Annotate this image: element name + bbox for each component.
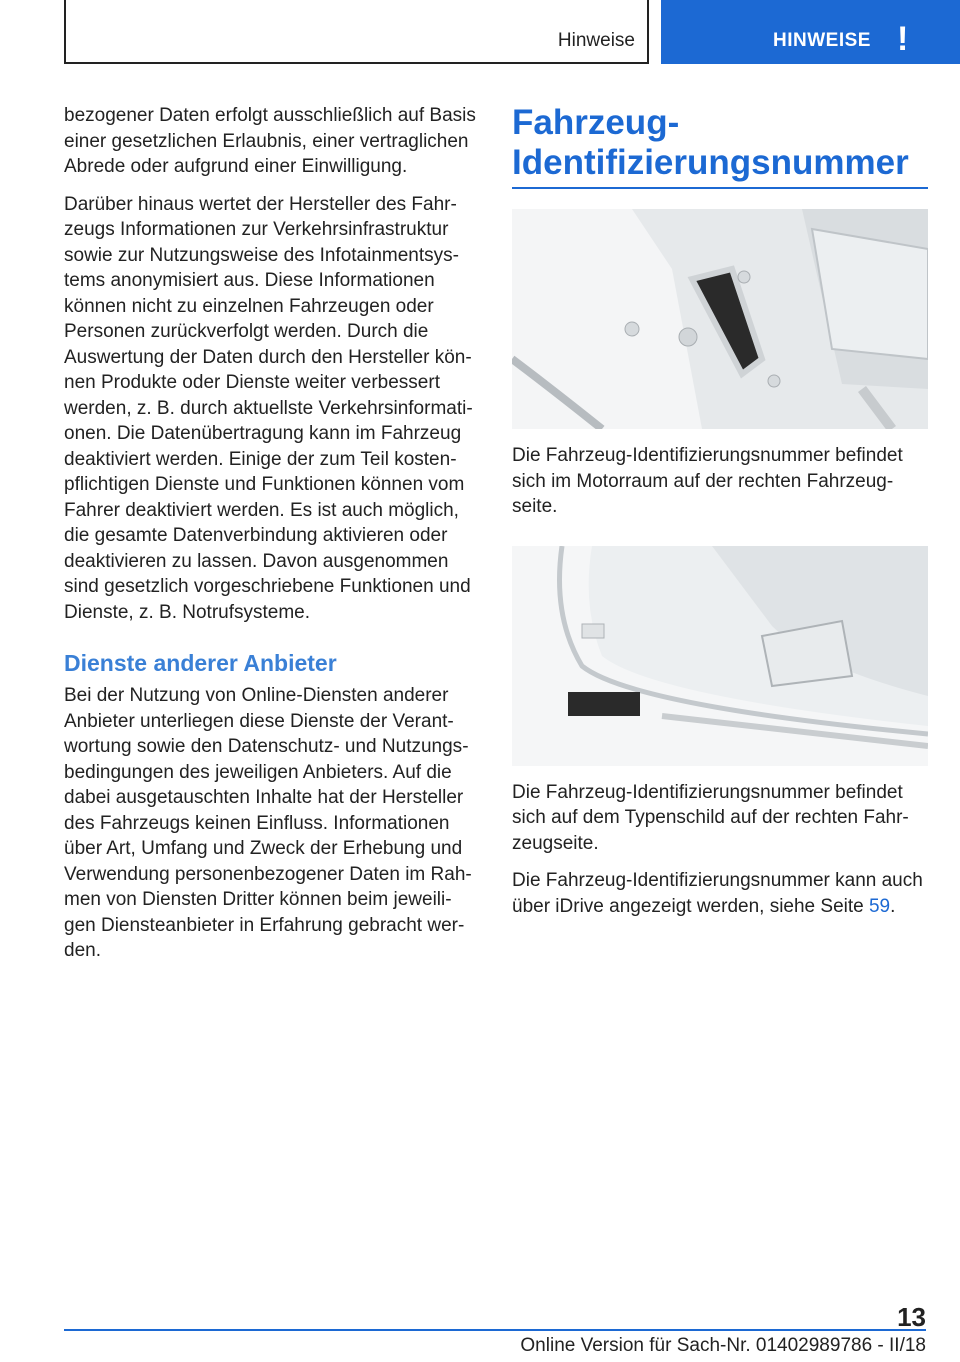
section-label: Hinweise — [557, 30, 635, 51]
left-column — [64, 103, 476, 976]
section-title: Fahrzeug- Identifizierungsnummer — [512, 103, 928, 189]
paragraph-idrive — [512, 868, 928, 919]
exclamation-icon: ! — [897, 20, 909, 58]
header-section-box — [64, 0, 649, 64]
heading-third-party-services: Dienste anderer Anbieter — [64, 650, 337, 676]
idrive-text: Die Fahrzeug-Identifizierungsnummer kann auch über iDrive angezeigt werden, siehe Seite — [512, 870, 923, 917]
page-number: 13 — [897, 1302, 926, 1332]
caption-type-plate: Die Fahrzeug-Identifizierungsnummer befindet sich auf dem Typenschild auf der rechten Fahrzeugseite. — [512, 781, 909, 854]
engine-bay-image — [512, 209, 928, 429]
paragraph-data-evaluation: Darüber hinaus wertet der Hersteller des Fahrzeugs Informationen zur Verkehrsinfrastruktur sowie zur Nutzungsweise des Infotainmentsystems anonymisiert aus. Diese Informationen können nicht zu einzelnen Fahrzeugen oder Personen zurückverfolgt werden. Durch die Auswertung der Daten durch den Hersteller können Produkte oder Dienste weiter verbessert werden, z. B. durch aktuellste Verkehrsinformationen. Die Datenübertragung kann im Fahrzeug deaktiviert werden. Einige der zum Teil kostenpflichtigen Dienste und Funktionen können vom Fahrer deaktiviert werden. Es ist auch möglich, die gesamte Datenverbindung aktivieren oder deaktivieren zu lassen. Davon ausgenommen sind gesetzlich vorgeschriebene Funktionen und Dienste, z. B. Notrufsysteme. — [64, 193, 473, 623]
idrive-text-end: . — [890, 895, 896, 917]
footer-divider — [64, 1329, 926, 1331]
right-column — [512, 103, 928, 931]
page-reference-link[interactable]: 59 — [868, 895, 891, 917]
chapter-label: HINWEISE — [773, 30, 871, 51]
caption-engine-bay: Die Fahrzeug-Identifizierungsnummer befindet sich im Motorraum auf der rechten Fahrzeugseite. — [512, 445, 903, 517]
chapter-tab[interactable] — [661, 0, 960, 64]
paragraph-continuation: bezogener Daten erfolgt ausschließlich auf Basis einer gesetzlichen Erlaubnis, einer vertraglichen Abrede oder aufgrund einer Einwilligung. — [64, 105, 476, 177]
paragraph-third-party-services: Bei der Nutzung von Online-Diensten anderer Anbieter unterliegen diese Dienste der Verantwortung sowie den Datenschutz- und Nutzungsbedingungen des jeweiligen Anbieters. Auf die dabei ausgetauschten Inhalte hat der Hersteller des Fahrzeugs keinen Einfluss. Informationen über Art, Umfang und Zweck der Erhebung und Verwendung personenbezogener Daten im Rahmen von Diensten Dritter können beim jeweiligen Diensteanbieter in Erfahrung gebracht werden. — [64, 685, 472, 961]
online-version-text: Online Version für Sach-Nr. 01402989786 - II/18 — [520, 1335, 926, 1356]
door-sill-image — [512, 546, 928, 766]
